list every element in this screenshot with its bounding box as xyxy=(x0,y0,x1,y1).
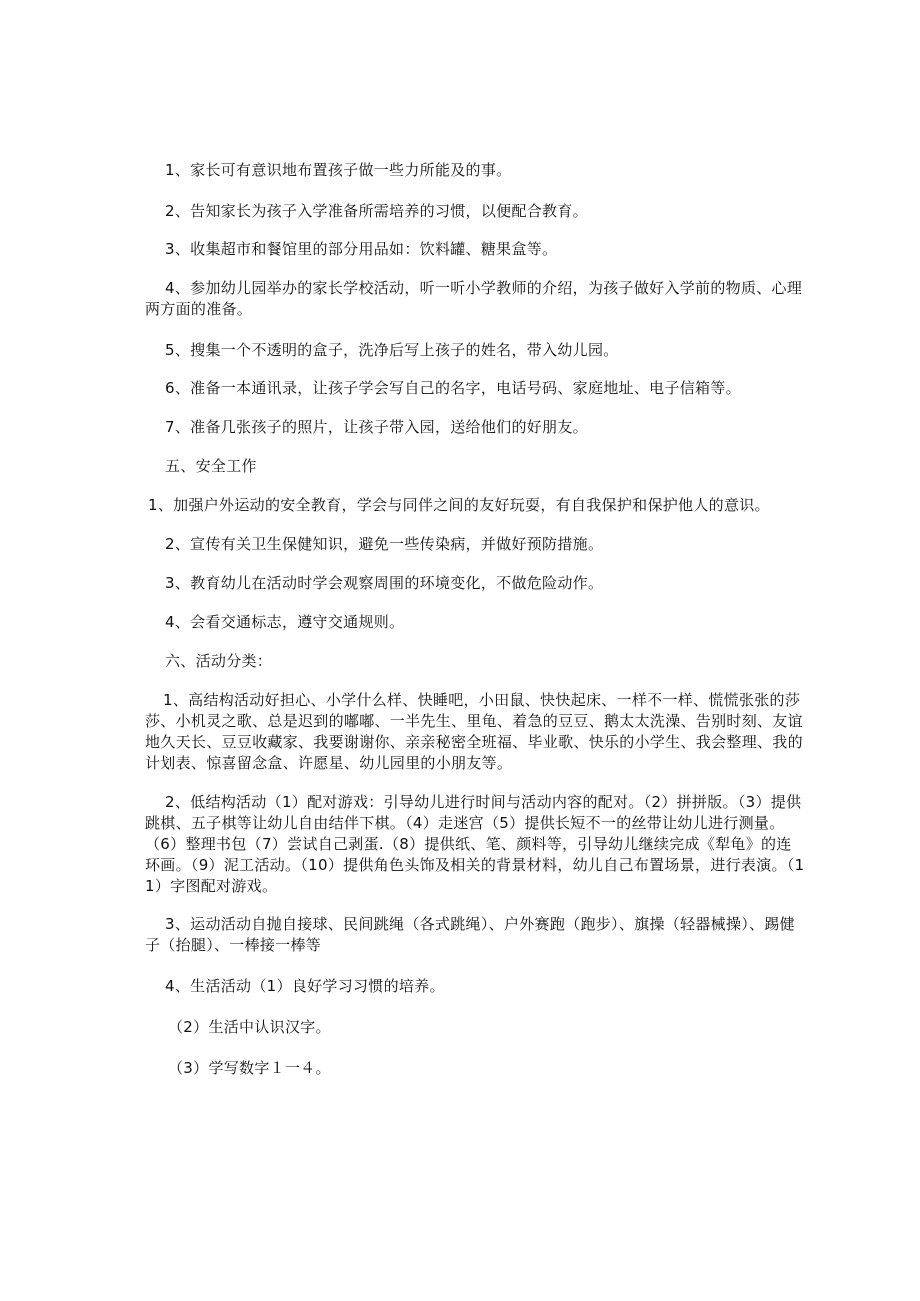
activity-item-1: 1、高结构活动好担心、小学什么样、快睡吧，小田鼠、快快起床、一样不一样、慌慌张张的莎莎、小机灵之歌、总是迟到的嘟嘟、一半先生、里龟、着急的豆豆、鹅太太洗澡、告别时刻、友谊地久天长、豆豆收藏家、我要谢谢你、亲亲秘密全班福、毕业歌、快乐的小学生、我会整理、我的计划表、惊喜留念盒、许愿星、幼儿园里的小朋友等。 xyxy=(145,691,803,772)
safety-item-4: 4、会看交通标志，遵守交通规则。 xyxy=(165,613,405,631)
prep-item-5: 5、搜集一个不透明的盒子，洗净后写上孩子的姓名，带入幼儿园。 xyxy=(165,341,619,359)
activity-item-4: 4、生活活动（1）良好学习习惯的培养。 xyxy=(165,977,445,995)
section-heading-safety: 五、安全工作 xyxy=(165,457,257,475)
activity-item-4-sub-2: （2）生活中认识汉字。 xyxy=(168,1018,331,1036)
prep-item-2: 2、告知家长为孩子入学准备所需培养的习惯，以便配合教育。 xyxy=(165,202,588,220)
activity-item-3: 3、运动活动自抛自接球、民间跳绳（各式跳绳）、户外赛跑（跑步）、旗操（轻器械操）、踢健子（抬腿）、一棒接一棒等 xyxy=(145,915,795,954)
prep-item-1: 1、家长可有意识地布置孩子做一些力所能及的事。 xyxy=(165,161,512,179)
prep-item-6: 6、准备一本通讯录，让孩子学会写自己的名字，电话号码、家庭地址、电子信箱等。 xyxy=(165,379,741,397)
prep-item-7: 7、准备几张孩子的照片，让孩子带入园，送给他们的好朋友。 xyxy=(165,418,588,436)
activity-item-2: 2、低结构活动（1）配对游戏：引导幼儿进行时间与活动内容的配对。（2）拼拼版。（3）提供跳棋、五子棋等让幼儿自由结伴下棋。（4）走迷宫（5）提供长短不一的丝带让幼儿进行测量。（6）整理书包（7）尝试自己剥蛋.（8）提供纸、笔、颜料等，引导幼儿继续完成《犁龟》的连环画。（9）泥工活动。（10）提供角色头饰及相关的背景材料，幼儿自己布置场景，进行表演。（11）字图配对游戏。 xyxy=(145,793,805,895)
activity-item-4-sub-3: （3）学写数字１一４。 xyxy=(168,1059,331,1077)
safety-item-1: 1、加强户外运动的安全教育，学会与同伴之间的友好玩耍，有自我保护和保护他人的意识。 xyxy=(148,496,770,514)
section-heading-activities: 六、活动分类： xyxy=(165,652,273,670)
safety-item-2: 2、宣传有关卫生保健知识，避免一些传染病，并做好预防措施。 xyxy=(165,535,604,553)
prep-item-4: 4、参加幼儿园举办的家长学校活动，听一听小学教师的介绍，为孩子做好入学前的物质、心理两方面的准备。 xyxy=(145,279,803,318)
safety-item-3: 3、教育幼儿在活动时学会观察周围的环境变化，不做危险动作。 xyxy=(165,574,604,592)
prep-item-3: 3、收集超市和餐馆里的部分用品如：饮料罐、糖果盒等。 xyxy=(165,240,558,258)
